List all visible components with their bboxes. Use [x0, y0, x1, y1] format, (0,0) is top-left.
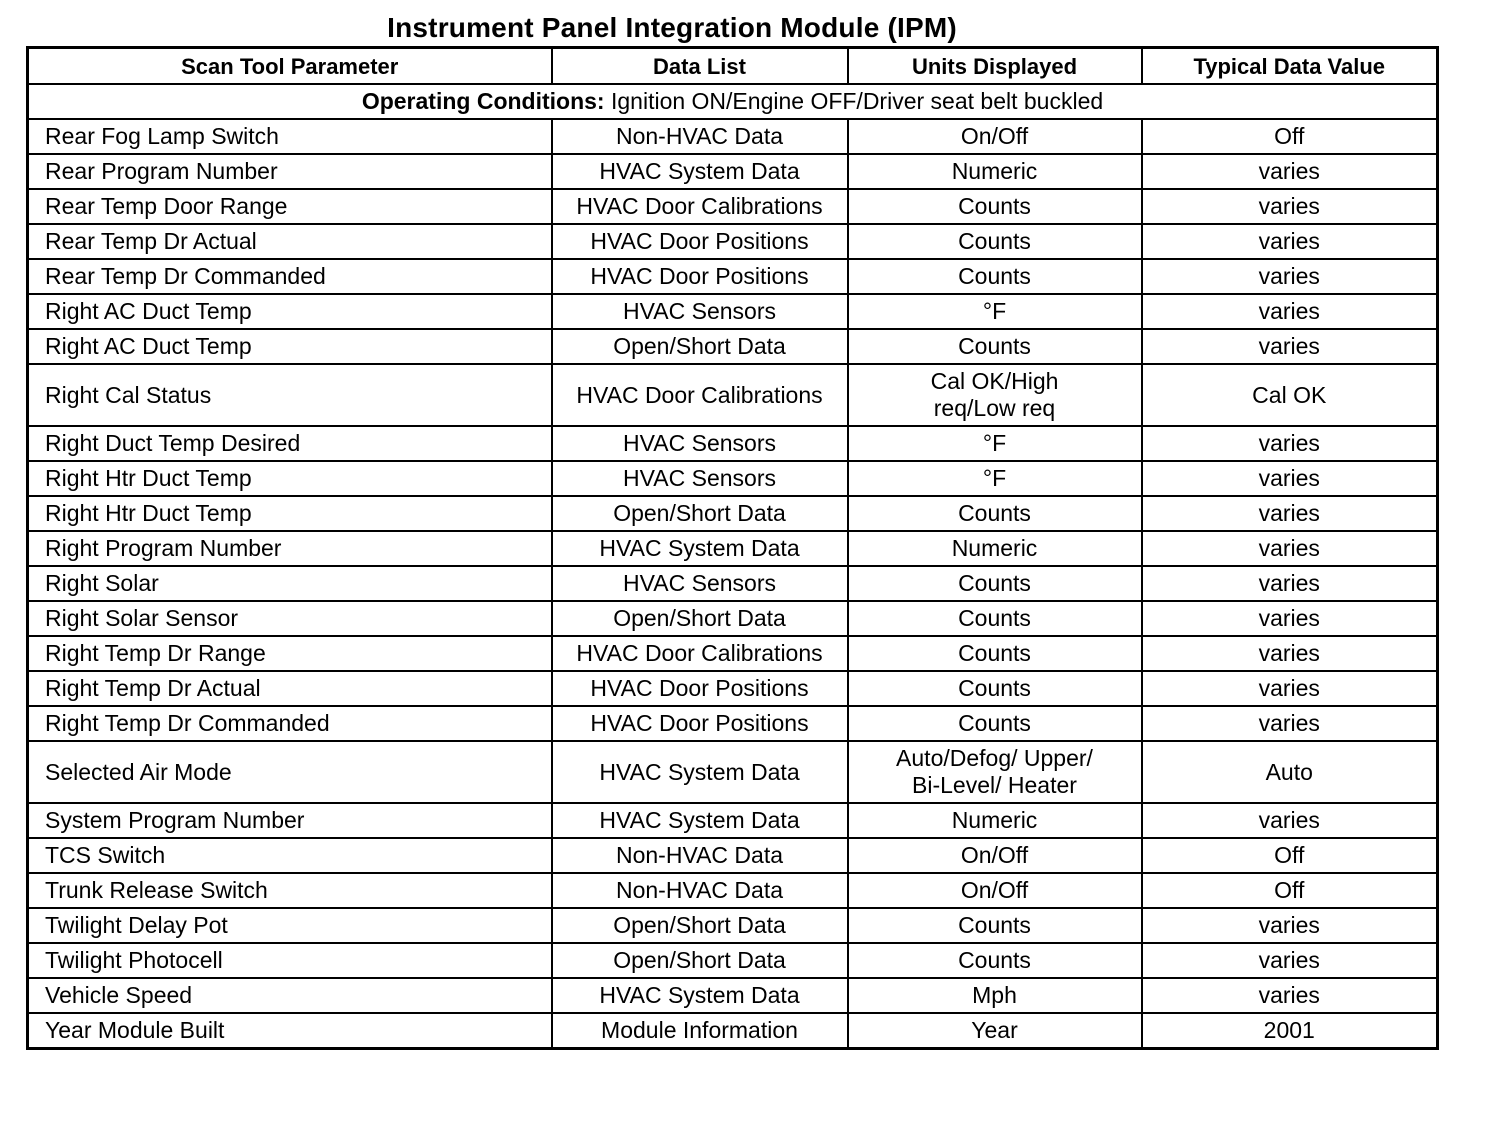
- data-list-cell: HVAC System Data: [552, 741, 848, 803]
- ipm-parameter-table: [26, 46, 1439, 1050]
- header-row: [28, 48, 1438, 85]
- parameter-cell: Right Htr Duct Temp: [28, 461, 552, 496]
- typical-value-cell: varies: [1142, 636, 1438, 671]
- table-row: [28, 496, 1438, 531]
- table-row: [28, 978, 1438, 1013]
- data-list-cell: Open/Short Data: [552, 908, 848, 943]
- parameter-cell: Right Temp Dr Range: [28, 636, 552, 671]
- parameter-cell: Trunk Release Switch: [28, 873, 552, 908]
- parameter-cell: Right AC Duct Temp: [28, 329, 552, 364]
- parameter-cell: Rear Temp Dr Actual: [28, 224, 552, 259]
- typical-value-cell: varies: [1142, 329, 1438, 364]
- table-row: [28, 601, 1438, 636]
- data-list-cell: HVAC Door Positions: [552, 671, 848, 706]
- table-row: [28, 741, 1438, 803]
- units-cell: Numeric: [848, 803, 1142, 838]
- typical-value-cell: varies: [1142, 601, 1438, 636]
- table-row: [28, 706, 1438, 741]
- table-row: [28, 908, 1438, 943]
- typical-value-cell: varies: [1142, 496, 1438, 531]
- data-list-cell: Open/Short Data: [552, 601, 848, 636]
- table-row: [28, 119, 1438, 154]
- header-data-list: Data List: [552, 48, 848, 85]
- data-list-cell: HVAC Door Positions: [552, 259, 848, 294]
- units-cell: Counts: [848, 329, 1142, 364]
- data-list-cell: HVAC System Data: [552, 531, 848, 566]
- operating-conditions-value: Ignition ON/Engine OFF/Driver seat belt buckled: [610, 88, 1104, 114]
- parameter-cell: System Program Number: [28, 803, 552, 838]
- data-list-cell: HVAC System Data: [552, 803, 848, 838]
- typical-value-cell: varies: [1142, 294, 1438, 329]
- parameter-cell: Rear Fog Lamp Switch: [28, 119, 552, 154]
- units-cell: On/Off: [848, 119, 1142, 154]
- parameter-cell: Selected Air Mode: [28, 741, 552, 803]
- table-row: [28, 259, 1438, 294]
- data-list-cell: HVAC Sensors: [552, 294, 848, 329]
- typical-value-cell: Off: [1142, 873, 1438, 908]
- typical-value-cell: Off: [1142, 119, 1438, 154]
- table-row: [28, 636, 1438, 671]
- typical-value-cell: varies: [1142, 943, 1438, 978]
- typical-value-cell: 2001: [1142, 1013, 1438, 1049]
- table-row: [28, 189, 1438, 224]
- parameter-cell: Right Program Number: [28, 531, 552, 566]
- typical-value-cell: Auto: [1142, 741, 1438, 803]
- table-row: [28, 566, 1438, 601]
- parameter-cell: Twilight Photocell: [28, 943, 552, 978]
- table-row: [28, 531, 1438, 566]
- units-line-1: Cal OK/High: [930, 368, 1059, 394]
- table-row: [28, 1013, 1438, 1049]
- units-line-1: Auto/Defog/ Upper/: [896, 745, 1093, 771]
- data-list-cell: HVAC Door Positions: [552, 224, 848, 259]
- parameter-cell: Vehicle Speed: [28, 978, 552, 1013]
- header-units-displayed: Units Displayed: [848, 48, 1142, 85]
- table-row: [28, 803, 1438, 838]
- units-cell: Counts: [848, 601, 1142, 636]
- units-cell: Counts: [848, 671, 1142, 706]
- typical-value-cell: varies: [1142, 978, 1438, 1013]
- table-row: [28, 838, 1438, 873]
- units-cell: °F: [848, 461, 1142, 496]
- units-cell: [848, 364, 1142, 426]
- data-list-cell: HVAC Door Calibrations: [552, 189, 848, 224]
- typical-value-cell: varies: [1142, 259, 1438, 294]
- typical-value-cell: varies: [1142, 671, 1438, 706]
- units-cell: Year: [848, 1013, 1142, 1049]
- data-list-cell: HVAC System Data: [552, 978, 848, 1013]
- units-cell: On/Off: [848, 838, 1142, 873]
- parameter-cell: Right Cal Status: [28, 364, 552, 426]
- parameter-cell: Right Temp Dr Actual: [28, 671, 552, 706]
- units-cell: Counts: [848, 259, 1142, 294]
- data-list-cell: HVAC Door Positions: [552, 706, 848, 741]
- table-row: [28, 426, 1438, 461]
- data-list-cell: HVAC System Data: [552, 154, 848, 189]
- typical-value-cell: varies: [1142, 531, 1438, 566]
- data-list-cell: HVAC Sensors: [552, 426, 848, 461]
- units-cell: Counts: [848, 706, 1142, 741]
- parameter-cell: Right Solar: [28, 566, 552, 601]
- table-row: [28, 224, 1438, 259]
- parameter-cell: Rear Temp Door Range: [28, 189, 552, 224]
- data-list-cell: Open/Short Data: [552, 943, 848, 978]
- operating-conditions-cell: [28, 84, 1438, 119]
- data-list-cell: HVAC Door Calibrations: [552, 364, 848, 426]
- table-row: [28, 154, 1438, 189]
- typical-value-cell: varies: [1142, 189, 1438, 224]
- typical-value-cell: varies: [1142, 154, 1438, 189]
- typical-value-cell: varies: [1142, 426, 1438, 461]
- parameter-cell: Rear Temp Dr Commanded: [28, 259, 552, 294]
- parameter-cell: Right AC Duct Temp: [28, 294, 552, 329]
- units-cell: Numeric: [848, 531, 1142, 566]
- data-list-cell: Module Information: [552, 1013, 848, 1049]
- units-cell: Mph: [848, 978, 1142, 1013]
- parameter-cell: Right Htr Duct Temp: [28, 496, 552, 531]
- parameter-cell: TCS Switch: [28, 838, 552, 873]
- table-row: [28, 943, 1438, 978]
- units-cell: Counts: [848, 636, 1142, 671]
- units-cell: °F: [848, 426, 1142, 461]
- parameter-cell: Right Temp Dr Commanded: [28, 706, 552, 741]
- data-list-cell: HVAC Sensors: [552, 566, 848, 601]
- parameter-cell: Right Duct Temp Desired: [28, 426, 552, 461]
- header-scan-tool-parameter: Scan Tool Parameter: [28, 48, 552, 85]
- units-cell: Counts: [848, 908, 1142, 943]
- header-typical-data-value: Typical Data Value: [1142, 48, 1438, 85]
- units-cell: Counts: [848, 224, 1142, 259]
- units-line-2: req/Low req: [933, 395, 1056, 421]
- typical-value-cell: Off: [1142, 838, 1438, 873]
- table-row: [28, 364, 1438, 426]
- typical-value-cell: Cal OK: [1142, 364, 1438, 426]
- data-list-cell: Non-HVAC Data: [552, 838, 848, 873]
- units-cell: Counts: [848, 496, 1142, 531]
- parameter-cell: Year Module Built: [28, 1013, 552, 1049]
- typical-value-cell: varies: [1142, 908, 1438, 943]
- units-cell: °F: [848, 294, 1142, 329]
- data-list-cell: Open/Short Data: [552, 496, 848, 531]
- units-line-2: Bi-Level/ Heater: [912, 772, 1077, 798]
- typical-value-cell: varies: [1142, 803, 1438, 838]
- parameter-cell: Right Solar Sensor: [28, 601, 552, 636]
- operating-conditions-row: [28, 84, 1438, 119]
- units-cell: Counts: [848, 566, 1142, 601]
- data-list-cell: HVAC Sensors: [552, 461, 848, 496]
- units-cell: Counts: [848, 189, 1142, 224]
- table-row: [28, 671, 1438, 706]
- table-row: [28, 329, 1438, 364]
- page-title: Instrument Panel Integration Module (IPM): [387, 12, 957, 43]
- typical-value-cell: varies: [1142, 461, 1438, 496]
- data-list-cell: HVAC Door Calibrations: [552, 636, 848, 671]
- operating-conditions-label: Operating Conditions:: [361, 88, 605, 114]
- units-cell: On/Off: [848, 873, 1142, 908]
- data-list-cell: Open/Short Data: [552, 329, 848, 364]
- typical-value-cell: varies: [1142, 224, 1438, 259]
- table-row: [28, 461, 1438, 496]
- typical-value-cell: varies: [1142, 706, 1438, 741]
- table-row: [28, 873, 1438, 908]
- data-list-cell: Non-HVAC Data: [552, 873, 848, 908]
- parameter-cell: Rear Program Number: [28, 154, 552, 189]
- typical-value-cell: varies: [1142, 566, 1438, 601]
- units-cell: Numeric: [848, 154, 1142, 189]
- units-cell: [848, 741, 1142, 803]
- parameter-cell: Twilight Delay Pot: [28, 908, 552, 943]
- units-cell: Counts: [848, 943, 1142, 978]
- table-row: [28, 294, 1438, 329]
- data-list-cell: Non-HVAC Data: [552, 119, 848, 154]
